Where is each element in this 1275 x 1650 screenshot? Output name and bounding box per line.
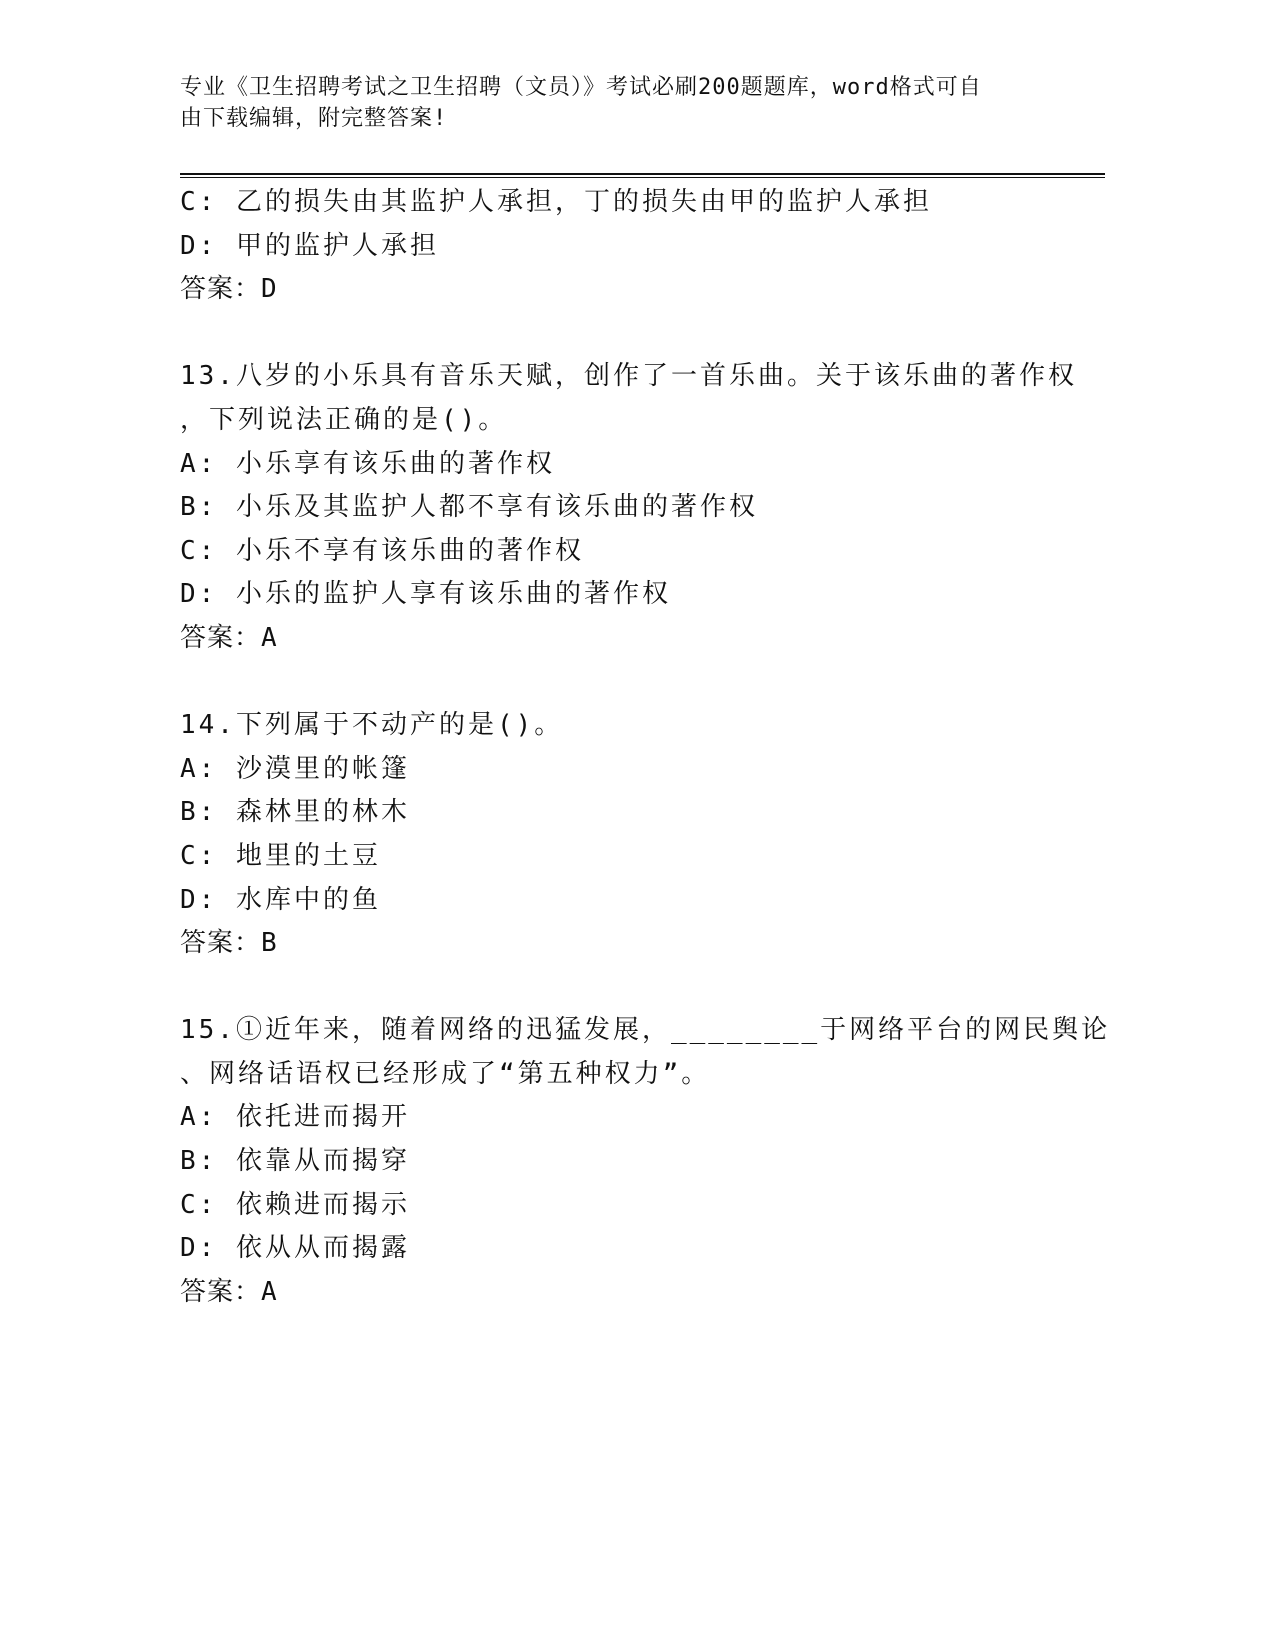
option-a: A: 沙漠里的帐篷 [180,753,410,784]
header-line-1: 专业《卫生招聘考试之卫生招聘（文员）》考试必刷200题题库，word格式可自 [180,75,982,100]
header-line-2: 由下载编辑，附完整答案! [180,106,448,131]
answer-line: 答案：A [180,1276,278,1307]
question-content [180,181,1111,1314]
page-header [180,72,1060,134]
answer-line: 答案：D [180,274,278,305]
option-d: D: 甲的监护人承担 [180,230,439,261]
option-c: C: 乙的损失由其监护人承担，丁的损失由甲的监护人承担 [180,187,932,217]
question-stem-continued: ，下列说法正确的是()。 [180,404,508,435]
spacer [180,312,1060,356]
option-d: D: 水库中的鱼 [180,884,381,915]
spacer [180,966,1060,1010]
question-15 [180,1009,1111,1314]
option-b: B: 依靠从而揭穿 [180,1146,410,1177]
question-12-continued [180,181,1060,312]
option-c: C: 地里的土豆 [180,840,381,871]
question-13 [180,355,1077,660]
answer-line: 答案：B [180,928,278,959]
answer-line: 答案：A [180,622,278,653]
question-stem: 15.①近年来，随着网络的迅猛发展，________于网络平台的网民舆论 [180,1015,1111,1046]
option-b: B: 森林里的林木 [180,797,410,828]
option-c: C: 小乐不享有该乐曲的著作权 [180,535,584,566]
option-a: A: 依托进而揭开 [180,1102,410,1133]
header-divider [180,173,1105,178]
option-a: A: 小乐享有该乐曲的著作权 [180,448,555,479]
option-c: C: 依赖进而揭示 [180,1189,410,1220]
spacer [180,661,1060,705]
option-d: D: 依从从而揭露 [180,1233,410,1264]
question-stem-continued: 、网络话语权已经形成了“第五种权力”。 [180,1058,711,1089]
question-stem: 13.八岁的小乐具有音乐天赋，创作了一首乐曲。关于该乐曲的著作权 [180,361,1077,392]
question-stem: 14.下列属于不动产的是()。 [180,710,564,741]
option-d: D: 小乐的监护人享有该乐曲的著作权 [180,579,671,610]
question-14 [180,704,1060,966]
option-b: B: 小乐及其监护人都不享有该乐曲的著作权 [180,492,758,523]
